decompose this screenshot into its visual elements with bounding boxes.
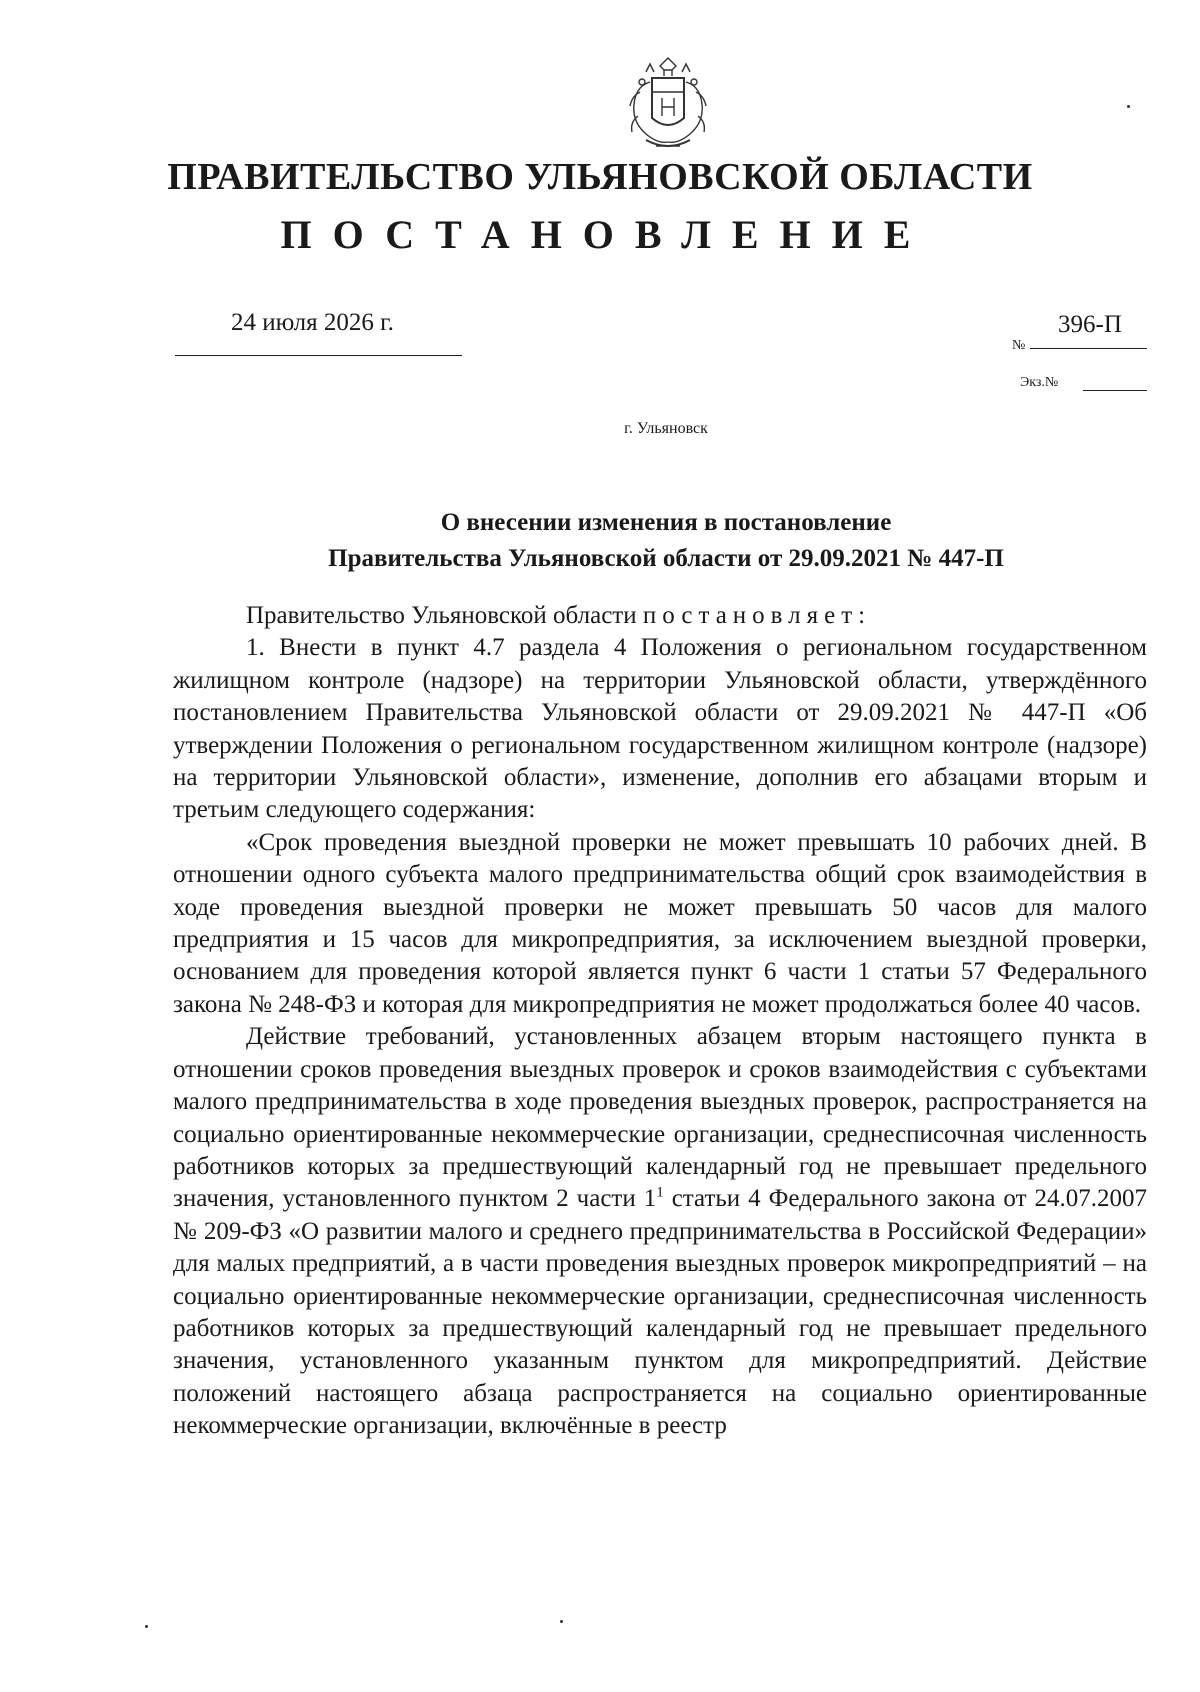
document-subject xyxy=(0,505,1200,577)
subject-line-1: О внесении изменения в постановление xyxy=(440,509,892,536)
intro-verb: постановляет: xyxy=(642,602,872,629)
subject-line-2: Правительства Ульяновской области от 29.09.2021 № 447-П xyxy=(328,545,1004,572)
city-name: г. Ульяновск xyxy=(624,420,708,437)
coat-of-arms-icon xyxy=(622,52,714,156)
paragraph-3-part-1: Действие требований, установленных абзацем вторым настоящего пункта в отношении сроков проведения выездных проверок и сроков взаимодействия с субъектами малого предпринимательства в ходе проведения выездных проверок, распространяется на социально ориентированные некоммерческие организации, среднесписочная численность работников которых за предшествующий календарный год не превышает предельного значения, установленного пунктом 2 части 1 xyxy=(173,1023,1147,1213)
organization-title: ПРАВИТЕЛЬСТВО УЛЬЯНОВСКОЙ ОБЛАСТИ xyxy=(167,156,1033,198)
document-type-title: ПОСТАНОВЛЕНИЕ xyxy=(280,212,932,257)
copy-number-label: Экз.№ xyxy=(1020,375,1059,390)
paragraph-3-part-2: статьи 4 Федерального закона от 24.07.2007 № 209-ФЗ «О развитии малого и среднего предпринимательства в Российской Федерации» для малых предприятий, а в части проведения выездных проверок микропредприятий – на социально ориентированные некоммерческие организации, среднесписочная численность работников которых за предшествующий календарный год не превышает предельного значения, установленного указанным пунктом для микропредприятий. Действие положений настоящего абзаца распространяется на социально ориентированные некоммерческие организации, включённые в реестр xyxy=(173,1185,1147,1440)
date-underline xyxy=(175,355,462,356)
paragraph-1: 1. Внести в пункт 4.7 раздела 4 Положения о региональном государственном жилищном контроле (надзоре) на территории Ульяновской области, утверждённого постановлением Правительства Ульяновской области от 29.09.2021 № 447-П «Об утверждении Положения о региональном государственном жилищном контроле (надзоре) на территории Ульяновской области», изменение, дополнив его абзацами вторым и третьим следующего содержания: xyxy=(173,634,1147,824)
document-body xyxy=(173,600,1147,1443)
superscript: 1 xyxy=(656,1184,664,1201)
document-number: 396-П xyxy=(1058,311,1122,338)
scan-speck xyxy=(1127,105,1130,108)
scan-speck xyxy=(145,1625,148,1628)
number-sign: № xyxy=(1012,338,1026,353)
document-date: 24 июля 2026 г. xyxy=(231,309,394,336)
number-underline xyxy=(1030,348,1147,349)
scan-speck xyxy=(560,1620,563,1623)
copy-number-underline xyxy=(1083,390,1147,391)
intro-paragraph xyxy=(173,600,1147,632)
paragraph-2: «Срок проведения выездной проверки не может превышать 10 рабочих дней. В отношении одного субъекта малого предпринимательства общий срок взаимодействия в ходе проведения выездной проверки не может превышать 50 часов для малого предприятия и 15 часов для микропредприятия, за исключением выездной проверки, основанием для проведения которой является пункт 6 части 1 статьи 57 Федерального закона № 248-ФЗ и которая для микропредприятия не может продолжаться более 40 часов. xyxy=(173,828,1147,1018)
intro-prefix: Правительство Ульяновской области xyxy=(246,602,643,629)
paragraph-3 xyxy=(173,1021,1147,1442)
